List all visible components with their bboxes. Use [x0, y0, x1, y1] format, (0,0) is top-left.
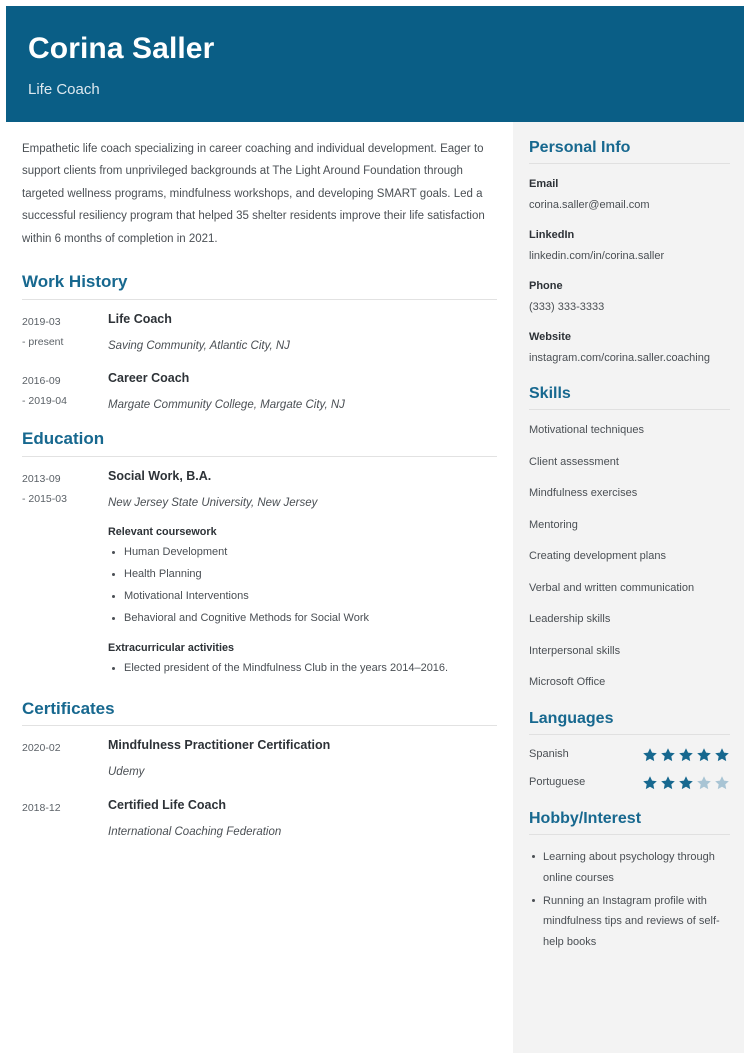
star-filled-icon [714, 747, 730, 763]
job-title: Life Coach [28, 80, 100, 98]
work-history-list [22, 311, 497, 414]
skill-item: Mentoring [529, 518, 578, 531]
language-row [529, 775, 730, 791]
star-filled-icon [642, 747, 658, 763]
section-title-personal-info: Personal Info [529, 139, 631, 156]
skill-item: Motivational techniques [529, 424, 644, 437]
certificate-issuer: International Coaching Federation [108, 825, 282, 838]
resume-sheet [6, 6, 744, 1053]
section-title-work-history: Work History [22, 272, 128, 292]
date-end: - 2015-03 [22, 493, 67, 506]
divider [22, 299, 497, 300]
entry-body [108, 370, 497, 413]
education-entry [22, 468, 497, 683]
entry-date [22, 797, 108, 840]
date-start: 2018-12 [22, 801, 61, 814]
divider [22, 725, 497, 726]
personal-info-item [529, 278, 730, 315]
list-item: Health Planning [108, 567, 497, 583]
resume-header [6, 6, 744, 122]
employer: Margate Community College, Margate City, NJ [108, 399, 345, 412]
section-personal-info [529, 138, 730, 366]
personal-info-item [529, 227, 730, 264]
language-name: Portuguese [529, 776, 586, 789]
list-item: Elected president of the Mindfulness Club in the years 2014–2016. [108, 661, 497, 677]
main-column [6, 122, 513, 1053]
personal-info-item [529, 176, 730, 213]
school: New Jersey State University, New Jersey [108, 496, 318, 509]
languages-list [529, 747, 730, 791]
section-hobby-interest [529, 809, 730, 952]
date-start: 2019-03 [22, 315, 61, 328]
extracurricular-label: Extracurricular activities [108, 641, 235, 654]
degree: Social Work, B.A. [108, 468, 212, 483]
info-label: Website [529, 331, 571, 344]
section-languages [529, 709, 730, 791]
skill-item: Creating development plans [529, 550, 666, 563]
language-name: Spanish [529, 748, 569, 761]
divider [529, 734, 730, 735]
section-title-languages: Languages [529, 709, 614, 727]
section-education [22, 429, 497, 683]
employer: Saving Community, Atlantic City, NJ [108, 339, 290, 352]
info-value: corina.saller@email.com [529, 198, 650, 211]
work-history-entry [22, 311, 497, 354]
skills-list [529, 422, 730, 691]
star-filled-icon [678, 775, 694, 791]
language-rating [642, 775, 730, 791]
entry-date [22, 737, 108, 780]
skill-item: Client assessment [529, 455, 619, 468]
info-label: Phone [529, 280, 563, 293]
skill-item: Verbal and written communication [529, 581, 695, 594]
star-filled-icon [660, 775, 676, 791]
language-row [529, 747, 730, 763]
entry-body [108, 468, 497, 683]
certificate-entry [22, 737, 497, 780]
star-filled-icon [696, 747, 712, 763]
work-history-entry [22, 370, 497, 413]
date-end: - 2019-04 [22, 395, 67, 408]
divider [529, 163, 730, 164]
divider [22, 456, 497, 457]
hobby-item: Learning about psychology through online courses [529, 847, 730, 888]
list-item: Motivational Interventions [108, 589, 497, 605]
section-title-skills: Skills [529, 385, 571, 403]
date-start: 2013-09 [22, 472, 61, 485]
certificate-name: Certified Life Coach [108, 797, 227, 812]
sidebar [513, 122, 744, 1053]
section-title-certificates: Certificates [22, 698, 115, 718]
star-filled-icon [642, 775, 658, 791]
hobby-list [529, 847, 730, 952]
entry-date [22, 468, 108, 683]
date-end: - present [22, 335, 64, 348]
star-empty-icon [714, 775, 730, 791]
list-item: Behavioral and Cognitive Methods for Social Work [108, 611, 497, 627]
language-rating [642, 747, 730, 763]
section-work-history [22, 272, 497, 413]
star-filled-icon [660, 747, 676, 763]
personal-info-item [529, 329, 730, 366]
certificates-list [22, 737, 497, 840]
star-filled-icon [678, 747, 694, 763]
entry-body [108, 311, 497, 354]
divider [529, 409, 730, 410]
info-label: Email [529, 178, 559, 191]
list-item: Human Development [108, 545, 497, 561]
date-start: 2016-09 [22, 374, 61, 387]
coursework-label: Relevant coursework [108, 525, 217, 538]
entry-body [108, 797, 497, 840]
skill-item: Leadership skills [529, 613, 611, 626]
entry-date [22, 311, 108, 354]
section-title-hobby-interest: Hobby/Interest [529, 810, 642, 828]
certificate-entry [22, 797, 497, 840]
skill-item: Mindfulness exercises [529, 487, 638, 500]
info-value: (333) 333-3333 [529, 300, 605, 313]
resume-columns [6, 122, 744, 1053]
extracurricular-list [108, 661, 497, 677]
coursework-list [108, 545, 497, 627]
skill-item: Interpersonal skills [529, 644, 621, 657]
certificate-name: Mindfulness Practitioner Certification [108, 738, 331, 753]
date-start: 2020-02 [22, 742, 61, 755]
info-label: LinkedIn [529, 229, 575, 242]
entry-date [22, 370, 108, 413]
divider [529, 834, 730, 835]
star-empty-icon [696, 775, 712, 791]
info-value: instagram.com/corina.saller.coaching [529, 351, 710, 364]
certificate-issuer: Udemy [108, 766, 145, 779]
personal-info-list [529, 176, 730, 366]
job-role: Life Coach [108, 311, 172, 326]
skill-item: Microsoft Office [529, 676, 606, 689]
page-title: Corina Saller [28, 32, 215, 65]
section-certificates [22, 699, 497, 840]
education-list [22, 468, 497, 683]
info-value: linkedin.com/in/corina.saller [529, 249, 665, 262]
hobby-item: Running an Instagram profile with mindfulness tips and reviews of self-help books [529, 891, 730, 952]
job-role: Career Coach [108, 370, 190, 385]
section-skills [529, 384, 730, 691]
professional-summary: Empathetic life coach specializing in career coaching and individual development. Eager to support clients from unprivileged backgrounds at The Light Around Foundation through targeted wellness programs, mindfulness workshops, and developing SMART goals. Led a successful resiliency program that helped 35 shelter residents improve their life satisfaction within 6 months of completion in 2021. [22, 143, 485, 245]
entry-body [108, 737, 497, 780]
section-title-education: Education [22, 429, 105, 449]
